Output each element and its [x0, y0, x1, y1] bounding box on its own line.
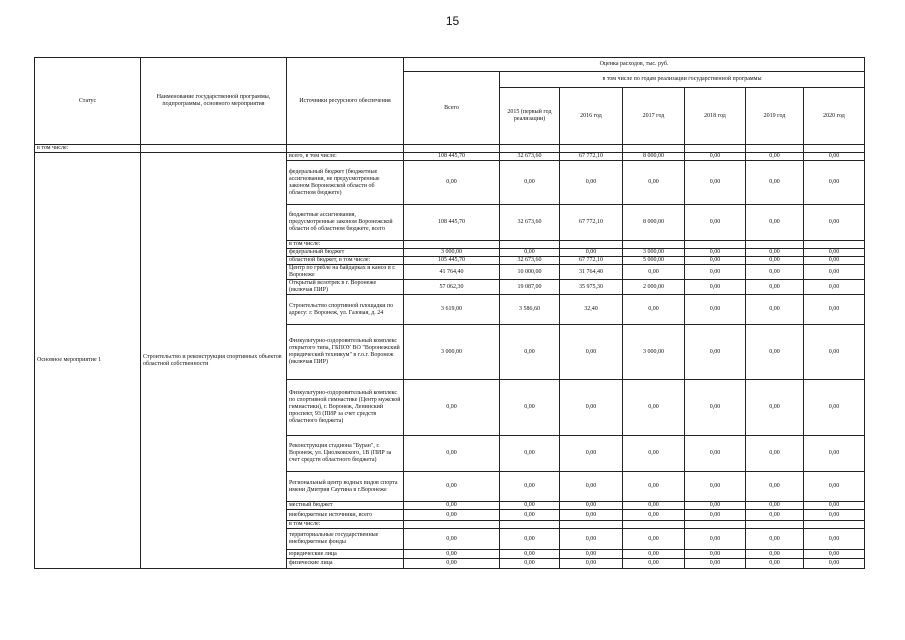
value-cell: 0,00	[404, 529, 500, 550]
value-cell: 0,00	[804, 249, 865, 257]
header-status: Статус	[35, 58, 141, 145]
value-cell: 0,00	[685, 529, 746, 550]
value-cell: 3 586,60	[500, 295, 560, 325]
value-cell: 0,00	[804, 265, 865, 280]
value-cell: 0,00	[804, 510, 865, 521]
value-cell: 0,00	[623, 510, 685, 521]
value-cell	[804, 241, 865, 249]
value-cell: 0,00	[804, 257, 865, 265]
value-cell: 0,00	[746, 510, 804, 521]
value-cell: 0,00	[804, 550, 865, 559]
header-total: Всего	[404, 72, 500, 145]
value-cell: 0,00	[804, 559, 865, 569]
header-by-years: в том числе по годам реализации государственной программы	[500, 72, 865, 88]
value-cell: 0,00	[804, 436, 865, 472]
value-cell: 35 975,30	[560, 280, 623, 295]
page-number: 15	[445, 14, 460, 28]
value-cell: 0,00	[560, 436, 623, 472]
value-cell	[404, 521, 500, 529]
value-cell: 0,00	[685, 510, 746, 521]
value-cell: 0,00	[500, 380, 560, 436]
value-cell: 8 000,00	[623, 205, 685, 241]
value-cell	[500, 521, 560, 529]
value-cell: 0,00	[685, 161, 746, 205]
value-cell: 0,00	[746, 436, 804, 472]
value-cell: 0,00	[804, 472, 865, 502]
value-cell: 0,00	[746, 205, 804, 241]
value-cell: 108 445,70	[404, 205, 500, 241]
value-cell: 105 445,70	[404, 257, 500, 265]
source-cell: Физкультурно-оздоровительный комплекс по спортивной гимнастике (Центр мужской гимнастики), г. Воронеж, Ленинский проспект, 93 (ПИР за счет средств областного бюджета)	[287, 380, 404, 436]
value-cell: 0,00	[804, 161, 865, 205]
value-cell: 0,00	[685, 436, 746, 472]
value-cell: 8 000,00	[623, 153, 685, 161]
value-cell: 0,00	[746, 550, 804, 559]
header-year-2018: 2018 год	[685, 88, 746, 145]
value-cell: 0,00	[500, 559, 560, 569]
value-cell: 0,00	[685, 472, 746, 502]
value-cell: 67 772,10	[560, 153, 623, 161]
source-cell: территориальные государственные внебюджетные фонды	[287, 529, 404, 550]
status-cell: Основное мероприятие 1	[35, 153, 141, 569]
value-cell: 0,00	[404, 502, 500, 510]
source-cell: бюджетные ассигнования, предусмотренные законом Воронежской области об областном бюджете, всего	[287, 205, 404, 241]
value-cell: 67 772,10	[560, 257, 623, 265]
value-cell: 0,00	[560, 550, 623, 559]
value-cell: 0,00	[560, 472, 623, 502]
source-cell: федеральный бюджет (бюджетные ассигнования, не предусмотренные законом Воронежской области об областном бюджете)	[287, 161, 404, 205]
value-cell: 0,00	[404, 161, 500, 205]
header-estimate: Оценка расходов, тыс. руб.	[404, 58, 865, 72]
value-cell: 41 764,40	[404, 265, 500, 280]
value-cell: 0,00	[685, 257, 746, 265]
source-cell: Центр по гребле на байдарках и каноэ в г. Воронеже	[287, 265, 404, 280]
value-cell: 0,00	[560, 380, 623, 436]
value-cell: 0,00	[804, 295, 865, 325]
header-year-2019: 2019 год	[746, 88, 804, 145]
program-name-cell: Строительство и реконструкция спортивных объектов областной собственности	[141, 153, 287, 569]
source-cell: Строительство спортивной площадки по адресу: г. Воронеж, ул. Газовая, д. 24	[287, 295, 404, 325]
source-cell: всего, в том числе:	[287, 153, 404, 161]
value-cell: 0,00	[623, 502, 685, 510]
value-cell: 19 087,00	[500, 280, 560, 295]
value-cell: 0,00	[804, 380, 865, 436]
value-cell: 10 000,00	[500, 265, 560, 280]
value-cell: 0,00	[500, 436, 560, 472]
value-cell: 0,00	[404, 510, 500, 521]
expense-table	[34, 57, 865, 569]
value-cell: 32 673,60	[500, 205, 560, 241]
header-name: Наименование государственной программы, подпрограммы, основного мероприятия	[141, 58, 287, 145]
value-cell	[746, 241, 804, 249]
value-cell: 0,00	[685, 550, 746, 559]
source-cell: местный бюджет	[287, 502, 404, 510]
value-cell: 0,00	[746, 325, 804, 380]
value-cell	[623, 521, 685, 529]
value-cell: 31 764,40	[560, 265, 623, 280]
header-year-2015: 2015 (первый год реализации)	[500, 88, 560, 145]
value-cell: 5 000,00	[623, 257, 685, 265]
value-cell: 0,00	[746, 472, 804, 502]
value-cell: 0,00	[685, 295, 746, 325]
value-cell: 0,00	[500, 529, 560, 550]
value-cell	[560, 521, 623, 529]
value-cell: 0,00	[746, 559, 804, 569]
value-cell: 0,00	[560, 529, 623, 550]
value-cell: 0,00	[500, 472, 560, 502]
value-cell: 0,00	[560, 325, 623, 380]
source-cell: Реконструкция стадиона "Буран", г. Воронеж, ул. Циолковского, 1В (ПИР за счет средств областного бюджета)	[287, 436, 404, 472]
source-cell: Региональный центр водных видов спорта имени Дмитрия Саутина в г.Воронеже	[287, 472, 404, 502]
value-cell: 0,00	[623, 529, 685, 550]
source-cell: внебюджетные источники, всего	[287, 510, 404, 521]
value-cell: 0,00	[623, 265, 685, 280]
value-cell: 0,00	[685, 280, 746, 295]
value-cell: 0,00	[560, 510, 623, 521]
value-cell: 0,00	[746, 529, 804, 550]
source-cell: Открытый велотрек в г. Воронеже (включая ПИР)	[287, 280, 404, 295]
value-cell: 0,00	[500, 161, 560, 205]
value-cell: 0,00	[623, 161, 685, 205]
value-cell: 0,00	[746, 502, 804, 510]
value-cell	[560, 241, 623, 249]
value-cell: 0,00	[560, 249, 623, 257]
value-cell: 0,00	[746, 265, 804, 280]
value-cell: 67 772,10	[560, 205, 623, 241]
value-cell: 0,00	[746, 280, 804, 295]
header-year-2020: 2020 год	[804, 88, 865, 145]
value-cell: 0,00	[560, 161, 623, 205]
value-cell: 0,00	[804, 153, 865, 161]
value-cell: 0,00	[746, 153, 804, 161]
value-cell: 0,00	[746, 257, 804, 265]
value-cell: 0,00	[685, 205, 746, 241]
value-cell	[404, 241, 500, 249]
header-year-2017: 2017 год	[623, 88, 685, 145]
source-cell: в том числе:	[287, 241, 404, 249]
header-year-2016: 2016 год	[560, 88, 623, 145]
value-cell	[500, 241, 560, 249]
value-cell: 0,00	[560, 559, 623, 569]
table-row	[35, 153, 865, 161]
source-cell: физические лица	[287, 559, 404, 569]
value-cell: 0,00	[804, 280, 865, 295]
value-cell	[685, 241, 746, 249]
value-cell: 3 619,00	[404, 295, 500, 325]
value-cell: 0,00	[746, 161, 804, 205]
value-cell: 0,00	[404, 550, 500, 559]
value-cell: 3 000,00	[623, 249, 685, 257]
source-cell: в том числе:	[287, 521, 404, 529]
value-cell: 0,00	[623, 559, 685, 569]
value-cell: 0,00	[560, 502, 623, 510]
value-cell: 0,00	[804, 529, 865, 550]
value-cell: 2 000,00	[623, 280, 685, 295]
value-cell: 3 000,00	[623, 325, 685, 380]
value-cell: 0,00	[746, 249, 804, 257]
value-cell: 0,00	[500, 550, 560, 559]
intro-row-label: в том числе:	[35, 145, 141, 153]
header-sources: Источники ресурсного обеспечения	[287, 58, 404, 145]
value-cell: 0,00	[685, 559, 746, 569]
value-cell: 0,00	[404, 559, 500, 569]
value-cell: 3 000,00	[404, 249, 500, 257]
value-cell: 0,00	[746, 295, 804, 325]
value-cell: 0,00	[804, 205, 865, 241]
value-cell: 0,00	[623, 436, 685, 472]
value-cell: 108 445,70	[404, 153, 500, 161]
value-cell: 0,00	[804, 325, 865, 380]
value-cell: 0,00	[623, 295, 685, 325]
value-cell	[623, 241, 685, 249]
value-cell	[746, 521, 804, 529]
source-cell: юридические лица	[287, 550, 404, 559]
value-cell: 0,00	[685, 153, 746, 161]
value-cell: 0,00	[500, 325, 560, 380]
value-cell: 0,00	[500, 249, 560, 257]
value-cell: 0,00	[685, 249, 746, 257]
value-cell: 0,00	[404, 436, 500, 472]
value-cell: 0,00	[804, 502, 865, 510]
value-cell: 32 673,60	[500, 257, 560, 265]
value-cell: 32,40	[560, 295, 623, 325]
value-cell: 0,00	[623, 550, 685, 559]
value-cell: 0,00	[500, 510, 560, 521]
value-cell	[685, 521, 746, 529]
value-cell: 0,00	[500, 502, 560, 510]
value-cell: 32 673,60	[500, 153, 560, 161]
source-cell: федеральный бюджет	[287, 249, 404, 257]
value-cell: 0,00	[623, 472, 685, 502]
value-cell: 0,00	[623, 380, 685, 436]
value-cell: 0,00	[685, 325, 746, 380]
value-cell: 0,00	[685, 502, 746, 510]
value-cell: 0,00	[685, 380, 746, 436]
value-cell: 0,00	[685, 265, 746, 280]
value-cell: 0,00	[404, 472, 500, 502]
value-cell: 0,00	[746, 380, 804, 436]
value-cell	[804, 521, 865, 529]
source-cell: областной бюджет, в том числе:	[287, 257, 404, 265]
value-cell: 57 062,30	[404, 280, 500, 295]
value-cell: 0,00	[404, 380, 500, 436]
source-cell: Физкультурно-оздоровительный комплекс открытого типа, ГБПОУ ВО "Воронежский юридический техникум" в г.о.г. Воронеж (включая ПИР)	[287, 325, 404, 380]
value-cell: 3 000,00	[404, 325, 500, 380]
